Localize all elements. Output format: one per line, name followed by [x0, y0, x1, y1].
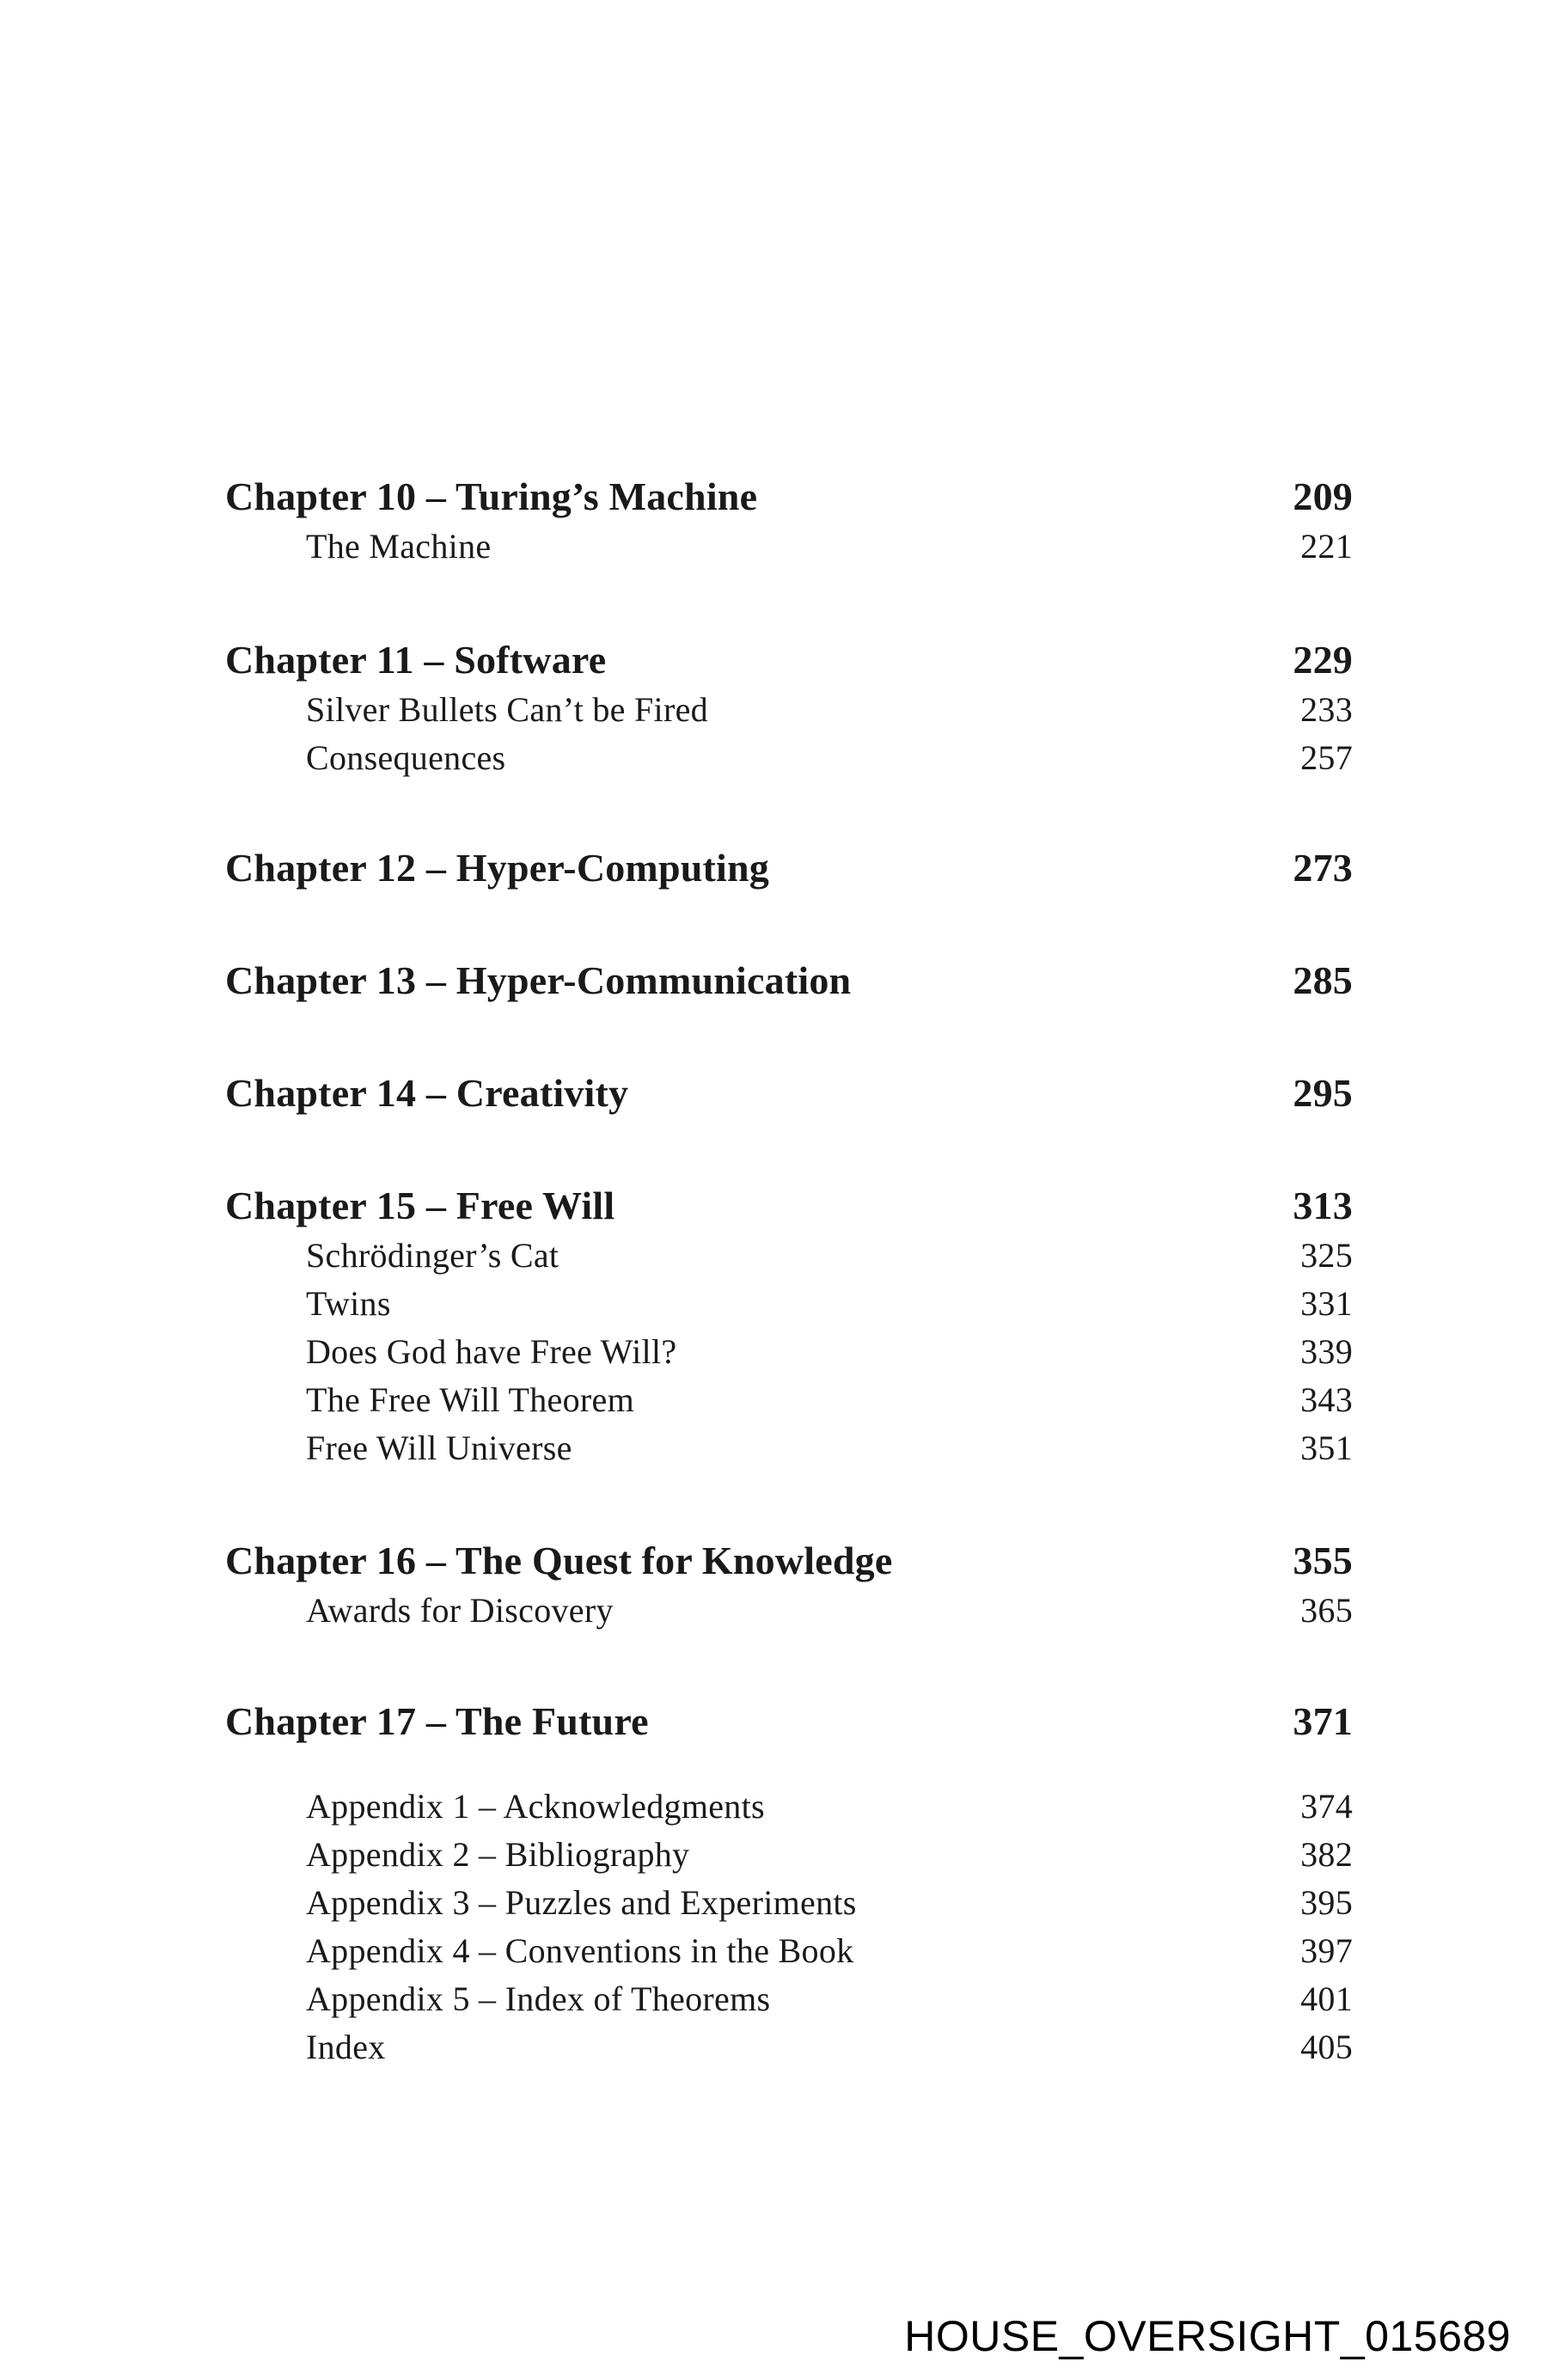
chapter-page-number: 209	[1293, 474, 1353, 518]
chapter-title: Chapter 14 – Creativity	[225, 1071, 629, 1115]
section-title: Does God have Free Will?	[306, 1332, 677, 1371]
appendix-title: Appendix 1 – Acknowledgments	[306, 1787, 765, 1826]
appendix-title: Appendix 4 – Conventions in the Book	[306, 1931, 854, 1970]
appendix-entry	[225, 1831, 1353, 1879]
section-entry	[225, 686, 1353, 734]
chapter-page-number: 295	[1293, 1071, 1353, 1115]
chapter-heading	[225, 842, 1353, 894]
section-title: The Free Will Theorem	[306, 1380, 634, 1419]
section-title: Silver Bullets Can’t be Fired	[306, 690, 708, 729]
appendix-page-number: 397	[1300, 1931, 1353, 1970]
index-title: Index	[306, 2028, 386, 2066]
section-page-number: 221	[1300, 527, 1353, 566]
chapter-heading	[225, 1068, 1353, 1119]
appendix-page-number: 374	[1300, 1787, 1353, 1826]
appendix-page-number: 382	[1300, 1835, 1353, 1874]
section-entry	[225, 1232, 1353, 1280]
chapter-heading	[225, 1180, 1353, 1232]
chapter-heading	[225, 955, 1353, 1006]
chapter-title: Chapter 17 – The Future	[225, 1699, 649, 1743]
section-page-number: 351	[1300, 1429, 1353, 1467]
chapter-heading	[225, 471, 1353, 523]
chapter-page-number: 229	[1293, 638, 1353, 682]
section-title: Free Will Universe	[306, 1429, 572, 1467]
chapter-page-number: 371	[1293, 1699, 1353, 1743]
section-page-number: 257	[1300, 738, 1353, 777]
section-page-number: 325	[1300, 1236, 1353, 1275]
section-entry	[225, 523, 1353, 571]
bates-stamp: HOUSE_OVERSIGHT_015689	[904, 2312, 1511, 2360]
appendix-title: Appendix 3 – Puzzles and Experiments	[306, 1883, 857, 1922]
appendix-title: Appendix 2 – Bibliography	[306, 1835, 690, 1874]
appendix-entry	[225, 1783, 1353, 1831]
appendix-entry	[225, 1927, 1353, 1975]
chapter-title: Chapter 15 – Free Will	[225, 1184, 615, 1227]
chapter-title: Chapter 13 – Hyper-Communication	[225, 958, 852, 1002]
section-entry	[225, 1424, 1353, 1472]
toc-chapter-17	[225, 1696, 1353, 1747]
toc-chapter-15	[225, 1180, 1353, 1472]
section-entry	[225, 734, 1353, 782]
chapter-title: Chapter 12 – Hyper-Computing	[225, 846, 770, 890]
toc-chapter-16	[225, 1535, 1353, 1635]
section-page-number: 331	[1300, 1284, 1353, 1323]
section-entry	[225, 1587, 1353, 1635]
section-page-number: 343	[1300, 1380, 1353, 1419]
chapter-heading	[225, 634, 1353, 686]
section-page-number: 365	[1300, 1591, 1353, 1630]
chapter-page-number: 355	[1293, 1539, 1353, 1582]
section-page-number: 339	[1300, 1332, 1353, 1371]
toc-chapter-14	[225, 1068, 1353, 1119]
section-entry	[225, 1328, 1353, 1376]
toc-chapter-12	[225, 842, 1353, 894]
chapter-page-number: 313	[1293, 1184, 1353, 1227]
section-entry	[225, 1280, 1353, 1328]
chapter-title: Chapter 16 – The Quest for Knowledge	[225, 1539, 893, 1582]
section-title: Consequences	[306, 738, 506, 777]
chapter-heading	[225, 1535, 1353, 1587]
toc-chapter-11	[225, 634, 1353, 782]
section-page-number: 233	[1300, 690, 1353, 729]
appendix-title: Appendix 5 – Index of Theorems	[306, 1979, 771, 2018]
toc-chapter-13	[225, 955, 1353, 1006]
chapter-title: Chapter 11 – Software	[225, 638, 607, 682]
section-title: Awards for Discovery	[306, 1591, 614, 1630]
toc-chapter-10	[225, 471, 1353, 571]
chapter-page-number: 285	[1293, 958, 1353, 1002]
chapter-page-number: 273	[1293, 846, 1353, 890]
appendix-page-number: 401	[1300, 1979, 1353, 2018]
chapter-heading	[225, 1696, 1353, 1747]
chapter-title: Chapter 10 – Turing’s Machine	[225, 474, 758, 518]
section-entry	[225, 1376, 1353, 1424]
toc-appendices	[225, 1783, 1353, 2071]
section-title: Schrödinger’s Cat	[306, 1236, 559, 1275]
index-page-number: 405	[1300, 2028, 1353, 2066]
index-entry	[225, 2023, 1353, 2071]
appendix-entry	[225, 1975, 1353, 2023]
section-title: Twins	[306, 1284, 391, 1323]
section-title: The Machine	[306, 527, 492, 566]
appendix-page-number: 395	[1300, 1883, 1353, 1922]
appendix-entry	[225, 1879, 1353, 1927]
